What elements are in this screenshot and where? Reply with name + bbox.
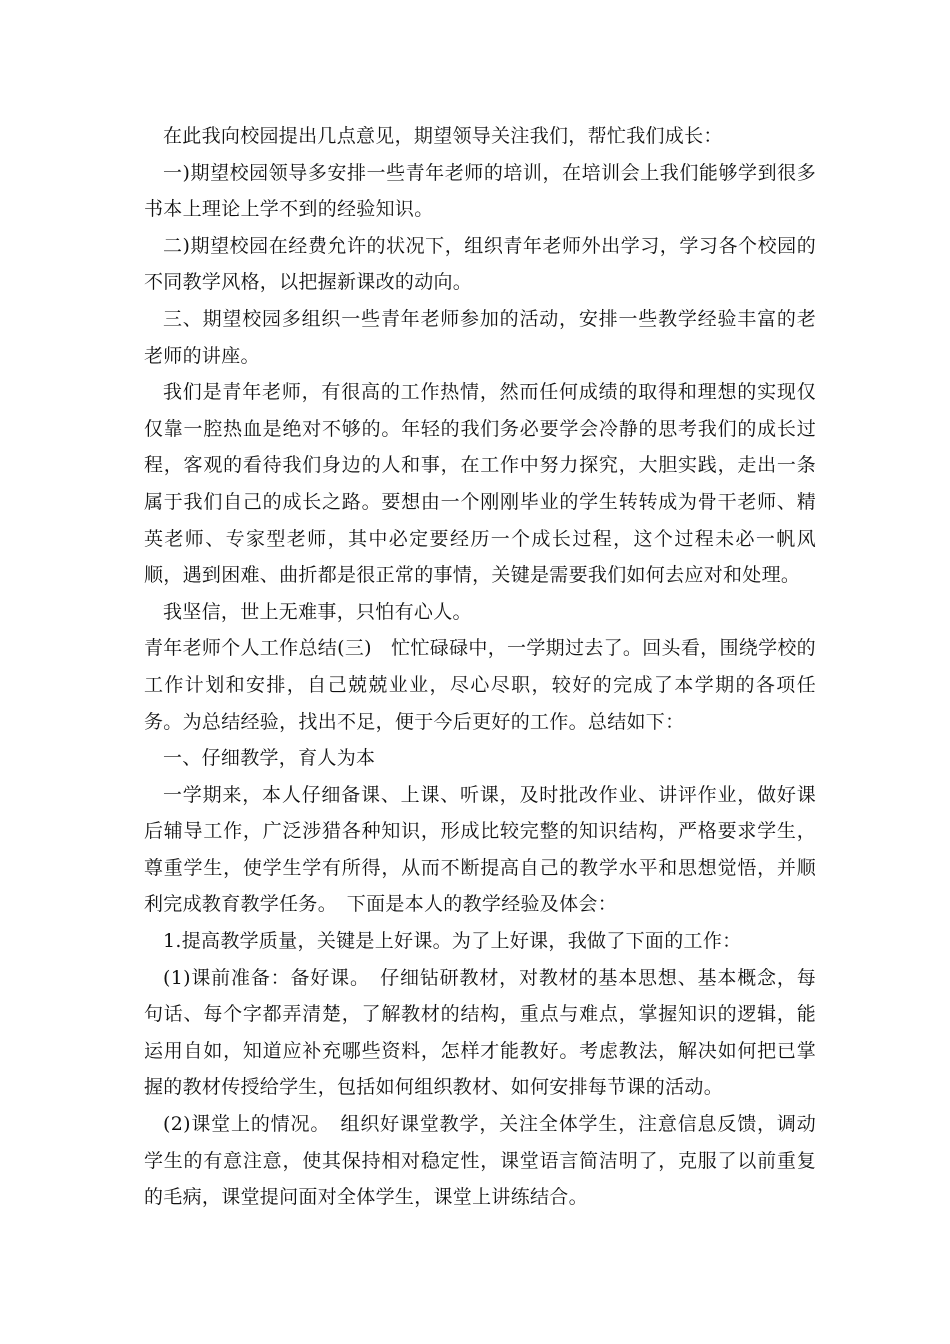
paragraph: 二)期望校园在经费允许的状况下，组织青年老师外出学习，学习各个校园的不同教学风格，以把握新课改的动向。 [144, 234, 816, 294]
paragraph: (2)课堂上的情况。 组织好课堂教学，关注全体学生，注意信息反馈，调动学生的有意注意，使其保持相对稳定性，课堂语言简洁明了，克服了以前重复的毛病，课堂提问面对全体学生，课堂上讲练结合。 [144, 1113, 816, 1209]
paragraph: 在此我向校园提出几点意见，期望领导关注我们，帮忙我们成长： [163, 125, 723, 147]
section-heading-paragraph: 青年老师个人工作总结(三) 忙忙碌碌中，一学期过去了。回头看，围绕学校的工作计划和安排，自己兢兢业业，尽心尽职，较好的完成了本学期的各项任务。为总结经验，找出不足，便于今后更好的工作。总结如下： [144, 637, 816, 733]
paragraph: 一)期望校园领导多安排一些青年老师的培训，在培训会上我们能够学到很多书本上理论上学不到的经验知识。 [144, 161, 816, 221]
subheading: 一、仔细教学，育人为本 [163, 747, 376, 770]
paragraph: 三、期望校园多组织一些青年老师参加的活动，安排一些教学经验丰富的老老师的讲座。 [144, 307, 816, 367]
document-body [144, 118, 816, 1216]
paragraph: 一学期来，本人仔细备课、上课、听课，及时批改作业、讲评作业，做好课后辅导工作，广泛涉猎各种知识，形成比较完整的知识结构，严格要求学生，尊重学生，使学生学有所得，从而不断提高自己的教学水平和思想觉悟，并顺利完成教育教学任务。 下面是本人的教学经验及体会： [144, 783, 816, 916]
paragraph: 我坚信，世上无难事，只怕有心人。 [163, 600, 472, 623]
paragraph: 1.提高教学质量，关键是上好课。为了上好课，我做了下面的工作： [163, 930, 742, 953]
paragraph: (1)课前准备：备好课。 仔细钻研教材，对教材的基本思想、基本概念，每句话、每个字都弄清楚，了解教材的结构，重点与难点，掌握知识的逻辑，能运用自如，知道应补充哪些资料，怎样才能教好。考虑教法，解决如何把已掌握的教材传授给学生，包括如何组织教材、如何安排每节课的活动。 [144, 966, 816, 1099]
paragraph: 我们是青年老师，有很高的工作热情，然而任何成绩的取得和理想的实现仅仅靠一腔热血是绝对不够的。年轻的我们务必要学会冷静的思考我们的成长过程，客观的看待我们身边的人和事，在工作中努力探究，大胆实践，走出一条属于我们自己的成长之路。要想由一个刚刚毕业的学生转转成为骨干老师、精英老师、专家型老师，其中必定要经历一个成长过程，这个过程未必一帆风顺，遇到困难、曲折都是很正常的事情，关键是需要我们如何去应对和处理。 [144, 381, 816, 587]
